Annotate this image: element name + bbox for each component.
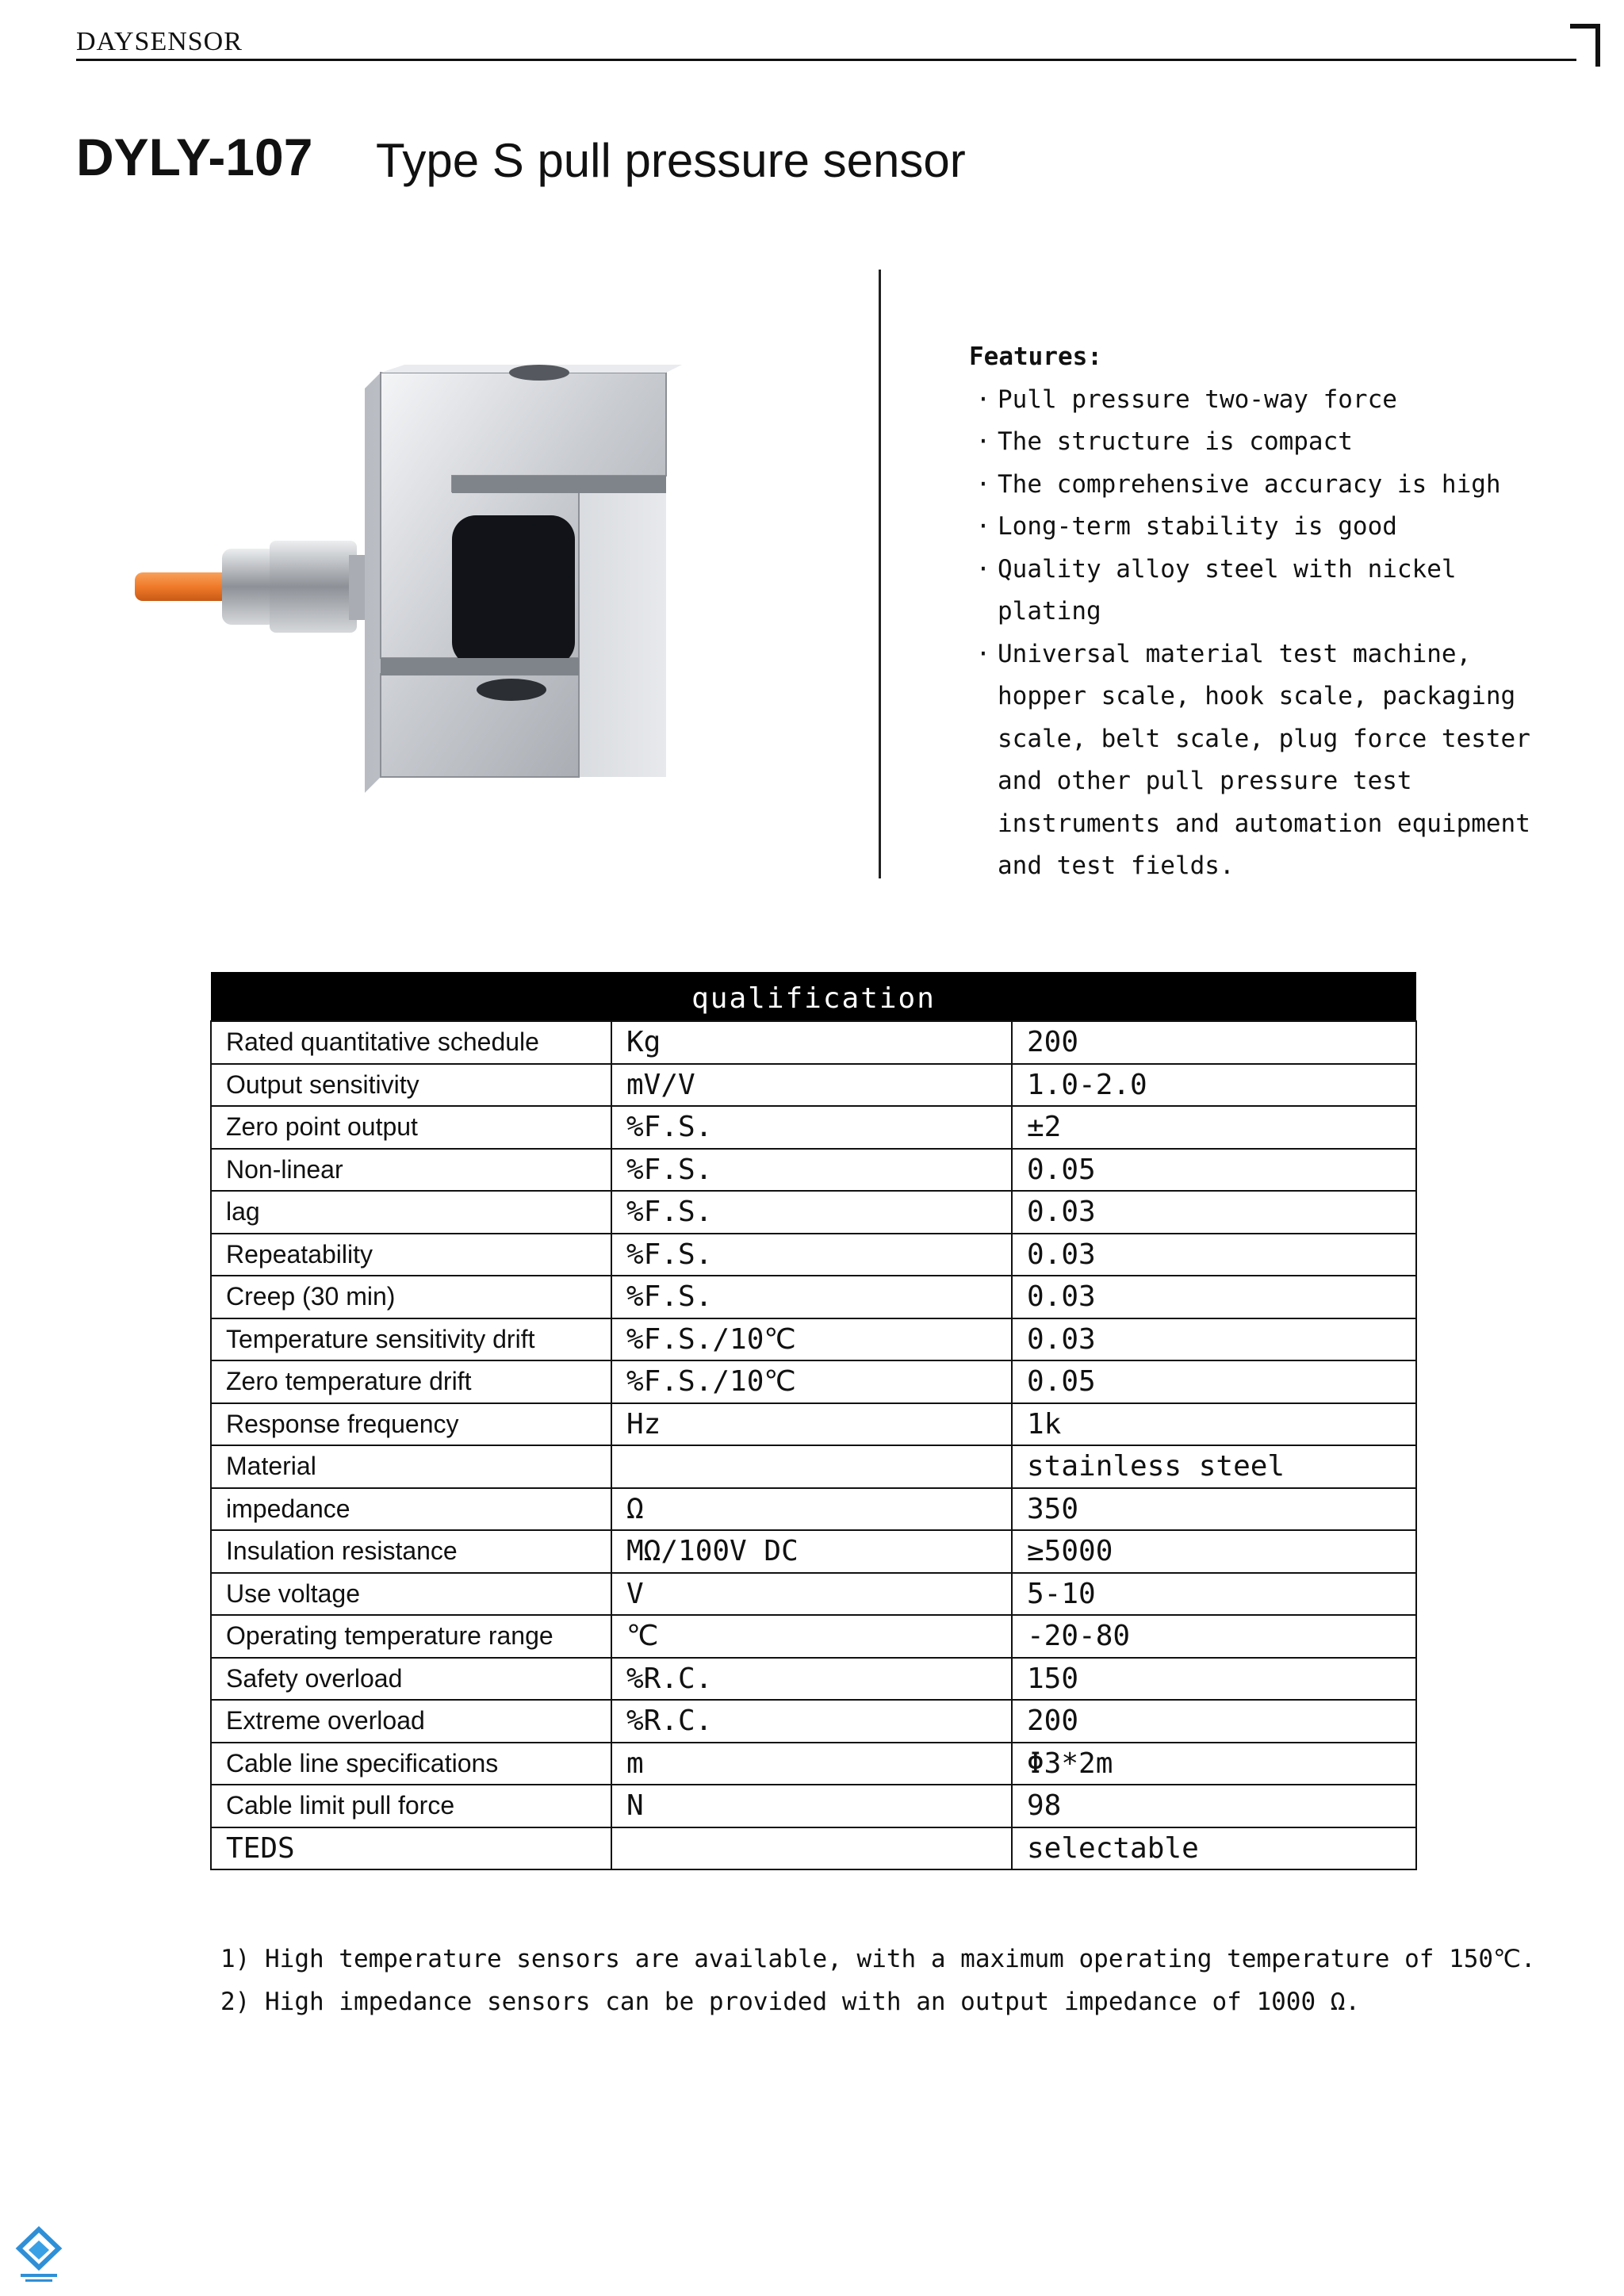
center-cavity bbox=[452, 515, 575, 666]
param-cell: impedance bbox=[211, 1488, 611, 1531]
table-row bbox=[211, 1445, 1416, 1488]
param-cell: Insulation resistance bbox=[211, 1530, 611, 1573]
features-section bbox=[969, 336, 1572, 888]
table-row bbox=[211, 1488, 1416, 1531]
spec-table bbox=[210, 972, 1417, 1870]
feature-item: · Universal material test machine, hopper scale, hook scale, packaging scale, belt scale, plug force tester and other pull pressure test instruments and automation equipment and test fields. bbox=[969, 633, 1572, 888]
unit-cell: %R.C. bbox=[611, 1658, 1012, 1701]
param-cell: Creep (30 min) bbox=[211, 1276, 611, 1318]
unit-cell: mV/V bbox=[611, 1064, 1012, 1107]
note-item: 2) High impedance sensors can be provided with an output impedance of 1000 Ω. bbox=[220, 1988, 1361, 2016]
product-subtitle: Type S pull pressure sensor bbox=[376, 134, 966, 187]
param-cell: Rated quantitative schedule bbox=[211, 1021, 611, 1064]
model-number: DYLY-107 bbox=[76, 128, 313, 186]
bullet: · bbox=[975, 554, 991, 584]
table-row bbox=[211, 1827, 1416, 1870]
param-cell: Use voltage bbox=[211, 1573, 611, 1616]
param-cell: TEDS bbox=[211, 1827, 611, 1870]
feature-item: · The comprehensive accuracy is high bbox=[969, 464, 1572, 507]
table-row bbox=[211, 1785, 1416, 1827]
param-cell: Non-linear bbox=[211, 1149, 611, 1192]
value-cell: 0.03 bbox=[1012, 1318, 1416, 1361]
table-row bbox=[211, 1360, 1416, 1403]
header-rule bbox=[76, 59, 1576, 61]
table-row bbox=[211, 1573, 1416, 1616]
feature-item: · Quality alloy steel with nickel plating bbox=[969, 549, 1572, 633]
value-cell: 5-10 bbox=[1012, 1573, 1416, 1616]
brand-name: DAYSENSOR bbox=[76, 27, 243, 56]
unit-cell: %F.S. bbox=[611, 1276, 1012, 1318]
param-cell: Operating temperature range bbox=[211, 1615, 611, 1658]
param-cell: Repeatability bbox=[211, 1234, 611, 1276]
value-cell: 0.05 bbox=[1012, 1360, 1416, 1403]
unit-cell: m bbox=[611, 1743, 1012, 1785]
value-cell: 0.03 bbox=[1012, 1191, 1416, 1234]
value-cell: Φ3*2m bbox=[1012, 1743, 1416, 1785]
value-cell: -20-80 bbox=[1012, 1615, 1416, 1658]
value-cell: 150 bbox=[1012, 1658, 1416, 1701]
corner-bracket-icon bbox=[1570, 24, 1600, 60]
unit-cell: N bbox=[611, 1785, 1012, 1827]
unit-cell: V bbox=[611, 1573, 1012, 1616]
table-header: qualification bbox=[211, 972, 1416, 1021]
value-cell: 0.03 bbox=[1012, 1276, 1416, 1318]
value-cell: 0.03 bbox=[1012, 1234, 1416, 1276]
value-cell: ±2 bbox=[1012, 1106, 1416, 1149]
table-row bbox=[211, 1191, 1416, 1234]
param-cell: Safety overload bbox=[211, 1658, 611, 1701]
unit-cell: Hz bbox=[611, 1403, 1012, 1446]
unit-cell: Ω bbox=[611, 1488, 1012, 1531]
unit-cell bbox=[611, 1827, 1012, 1870]
param-cell: Output sensitivity bbox=[211, 1064, 611, 1107]
param-cell: Temperature sensitivity drift bbox=[211, 1318, 611, 1361]
value-cell: 200 bbox=[1012, 1700, 1416, 1743]
value-cell: 200 bbox=[1012, 1021, 1416, 1064]
table-row bbox=[211, 1106, 1416, 1149]
param-cell: lag bbox=[211, 1191, 611, 1234]
table-row bbox=[211, 1064, 1416, 1107]
value-cell: selectable bbox=[1012, 1827, 1416, 1870]
unit-cell: ℃ bbox=[611, 1615, 1012, 1658]
bullet: · bbox=[975, 512, 991, 541]
company-logo-icon bbox=[14, 2226, 63, 2283]
value-cell: ≥5000 bbox=[1012, 1530, 1416, 1573]
table-row bbox=[211, 1318, 1416, 1361]
param-cell: Cable line specifications bbox=[211, 1743, 611, 1785]
param-cell: Response frequency bbox=[211, 1403, 611, 1446]
value-cell: 1.0-2.0 bbox=[1012, 1064, 1416, 1107]
value-cell: 0.05 bbox=[1012, 1149, 1416, 1192]
param-cell: Zero temperature drift bbox=[211, 1360, 611, 1403]
table-row bbox=[211, 1276, 1416, 1318]
param-cell: Extreme overload bbox=[211, 1700, 611, 1743]
feature-item: · Long-term stability is good bbox=[969, 506, 1572, 549]
bullet: · bbox=[975, 427, 991, 456]
param-cell: Cable limit pull force bbox=[211, 1785, 611, 1827]
value-cell: 350 bbox=[1012, 1488, 1416, 1531]
unit-cell: %F.S. bbox=[611, 1149, 1012, 1192]
section-divider bbox=[879, 270, 881, 878]
unit-cell: %F.S./10℃ bbox=[611, 1360, 1012, 1403]
unit-cell: Kg bbox=[611, 1021, 1012, 1064]
feature-item: · Pull pressure two-way force bbox=[969, 379, 1572, 422]
value-cell: stainless steel bbox=[1012, 1445, 1416, 1488]
cable-gland bbox=[222, 549, 278, 625]
value-cell: 1k bbox=[1012, 1403, 1416, 1446]
unit-cell: MΩ/100V DC bbox=[611, 1530, 1012, 1573]
product-photo bbox=[135, 365, 706, 809]
unit-cell: %F.S. bbox=[611, 1191, 1012, 1234]
table-row bbox=[211, 1743, 1416, 1785]
table-row bbox=[211, 1234, 1416, 1276]
bullet: · bbox=[975, 469, 991, 499]
table-row bbox=[211, 1021, 1416, 1064]
unit-cell: %F.S./10℃ bbox=[611, 1318, 1012, 1361]
note-item: 1) High temperature sensors are available, with a maximum operating temperature of 150℃. bbox=[220, 1945, 1536, 1973]
unit-cell: %R.C. bbox=[611, 1700, 1012, 1743]
unit-cell bbox=[611, 1445, 1012, 1488]
value-cell: 98 bbox=[1012, 1785, 1416, 1827]
bullet: · bbox=[975, 385, 991, 414]
table-row bbox=[211, 1615, 1416, 1658]
notes bbox=[220, 1938, 1536, 2023]
table-row bbox=[211, 1700, 1416, 1743]
unit-cell: %F.S. bbox=[611, 1234, 1012, 1276]
table-row bbox=[211, 1403, 1416, 1446]
features-title: Features: bbox=[969, 342, 1102, 371]
param-cell: Material bbox=[211, 1445, 611, 1488]
table-row bbox=[211, 1658, 1416, 1701]
unit-cell: %F.S. bbox=[611, 1106, 1012, 1149]
table-row bbox=[211, 1530, 1416, 1573]
bullet: · bbox=[975, 639, 991, 668]
param-cell: Zero point output bbox=[211, 1106, 611, 1149]
feature-item: · The structure is compact bbox=[969, 421, 1572, 464]
table-row bbox=[211, 1149, 1416, 1192]
